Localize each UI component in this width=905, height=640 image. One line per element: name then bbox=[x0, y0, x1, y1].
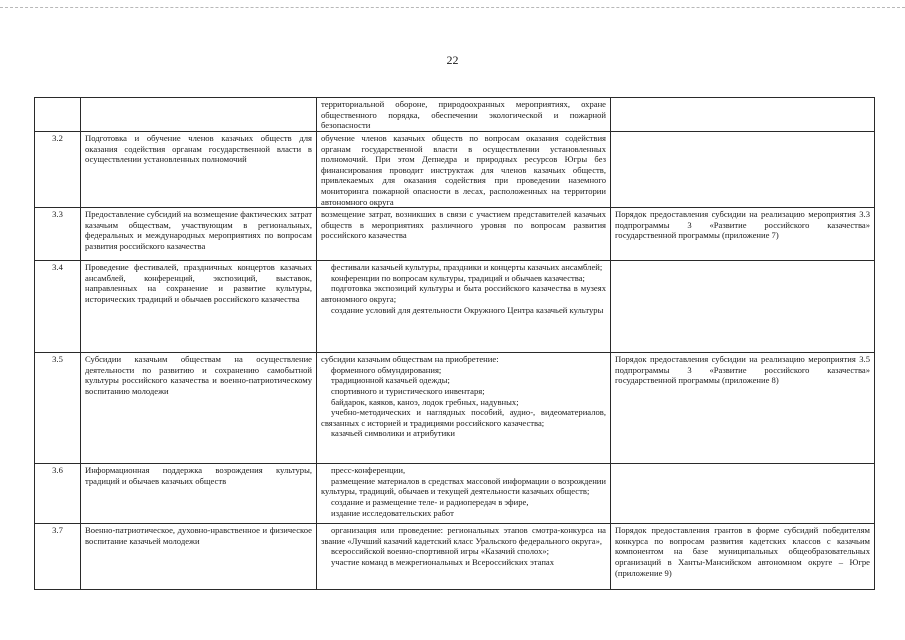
measure-name: Подготовка и обучение членов казачьих обществ для оказания содействия органам государственной власти в осуществлении установленных полномочий bbox=[81, 132, 317, 208]
activity-line: форменного обмундирования; bbox=[331, 364, 442, 375]
table-row bbox=[35, 98, 875, 132]
table-row bbox=[35, 208, 875, 261]
regulatory-document: Порядок предоставления субсидии на реализацию мероприятия 3.3 подпрограммы 3 «Развитие российского казачества» государственной программы (приложение 7) bbox=[611, 208, 875, 261]
activity-line: учебно-методических и наглядных пособий, аудио-, видеоматериалов, связанных с историей и традициями российского казачества; bbox=[321, 407, 606, 428]
row-number: 3.2 bbox=[35, 132, 81, 208]
row-number bbox=[35, 98, 81, 132]
activity-line: конференции по вопросам культуры, традиций и обычаев казачества; bbox=[331, 272, 585, 283]
regulatory-document bbox=[611, 98, 875, 132]
measure-activities bbox=[317, 524, 611, 590]
table-row bbox=[35, 524, 875, 590]
activity-line: пресс-конференции, bbox=[331, 465, 406, 476]
measure-activities bbox=[317, 261, 611, 353]
activity-line: возмещение затрат, возникших в связи с участием представителей казачьих обществ в мероприятиях различного уровня по вопросам развития российского казачества bbox=[321, 209, 606, 241]
measure-activities bbox=[317, 464, 611, 524]
activity-line: казачьей символики и атрибутики bbox=[331, 428, 455, 439]
measure-name bbox=[81, 98, 317, 132]
activity-line: всероссийской военно-спортивной игры «Казачий сполох»; bbox=[331, 546, 550, 557]
measure-activities bbox=[317, 132, 611, 208]
activity-line: создание и размещение теле- и радиопередач в эфире, bbox=[331, 496, 529, 507]
activity-line: спортивного и туристического инвентаря; bbox=[331, 385, 485, 396]
regulatory-document: Порядок предоставления субсидии на реализацию мероприятия 3.5 подпрограммы 3 «Развитие российского казачества» государственной программы (приложение 8) bbox=[611, 353, 875, 464]
measure-activities bbox=[317, 98, 611, 132]
activity-line: размещение материалов в средствах массовой информации о возрождении культуры, традиций, обычаев и текущей деятельности казачьих обществ; bbox=[321, 475, 606, 497]
row-number: 3.4 bbox=[35, 261, 81, 353]
measure-name: Предоставление субсидий на возмещение фактических затрат казачьим обществам, участвующим в региональных, федеральных и международных мероприятиях по вопросам развития российского казачества bbox=[81, 208, 317, 261]
measure-name: Субсидии казачьим обществам на осуществление деятельности по развитию и сохранению самобытной культуры российского казачества и военно-патриотическому воспитанию молодежи bbox=[81, 353, 317, 464]
table-row bbox=[35, 132, 875, 208]
activity-line: создание условий для деятельности Окружного Центра казачьей культуры bbox=[331, 304, 604, 315]
page-number: 22 bbox=[446, 53, 459, 67]
activity-line: организация или проведение: региональных этапов смотра-конкурса на звание «Лучший казачий кадетский класс Уральского федерального округа», bbox=[321, 525, 606, 546]
activity-line: издание исследовательских работ bbox=[331, 507, 454, 518]
program-activities-table bbox=[34, 97, 875, 590]
activity-line: субсидии казачьим обществам на приобретение: bbox=[321, 354, 499, 365]
activity-line: участие команд в межрегиональных и Всероссийских этапах bbox=[331, 556, 555, 567]
row-number: 3.3 bbox=[35, 208, 81, 261]
row-number: 3.7 bbox=[35, 524, 81, 590]
regulatory-document: Порядок предоставления грантов в форме субсидий победителям конкурса по вопросам развития кадетских классов с казачьим компонентом на базе муниципальных общеобразовательных организаций в Ханты-Мансийском автономном округе – Югре (приложение 9) bbox=[611, 524, 875, 590]
measure-name: Военно-патриотическое, духовно-нравственное и физическое воспитание казачьей молодежи bbox=[81, 524, 317, 590]
regulatory-document bbox=[611, 464, 875, 524]
activity-line: обучение членов казачьих обществ по вопросам оказания содействия органам государственной власти в осуществлении установленных полномочий. При этом Депнедра и природных ресурсов Югры без финансирования проводит инструктаж для членов казачьих обществ, привлекаемых для оказания содействия при проведении наземного мониторинга пожарной опасности в лесах, расположенных на территории автономного округа bbox=[321, 133, 606, 207]
activity-line: байдарок, каяков, каноэ, лодок гребных, надувных; bbox=[331, 396, 519, 407]
table-row bbox=[35, 353, 875, 464]
regulatory-document bbox=[611, 261, 875, 353]
measure-name: Информационная поддержка возрождения культуры, традиций и обычаев казачьих обществ bbox=[81, 464, 317, 524]
regulatory-document bbox=[611, 132, 875, 208]
measure-name: Проведение фестивалей, праздничных концертов казачьих ансамблей, конференций, экспозиций, выставок, направленных на сохранение и развитие культуры, исторических традиций и обычаев российского казачества bbox=[81, 261, 317, 353]
table-row bbox=[35, 464, 875, 524]
row-number: 3.6 bbox=[35, 464, 81, 524]
activity-line: подготовка экспозиций культуры и быта российского казачества в музеях автономного округа; bbox=[321, 283, 606, 304]
measure-activities bbox=[317, 353, 611, 464]
activity-line: территориальной обороне, природоохранных мероприятиях, охране общественного порядка, обеспечении экологической и пожарной безопасности bbox=[321, 99, 606, 131]
scan-top-edge bbox=[0, 7, 905, 8]
activity-line: фестивали казачьей культуры, праздники и концерты казачьих ансамблей; bbox=[331, 262, 603, 273]
table-row bbox=[35, 261, 875, 353]
activity-line: традиционной казачьей одежды; bbox=[331, 375, 450, 386]
measure-activities bbox=[317, 208, 611, 261]
row-number: 3.5 bbox=[35, 353, 81, 464]
table-body bbox=[35, 98, 875, 590]
